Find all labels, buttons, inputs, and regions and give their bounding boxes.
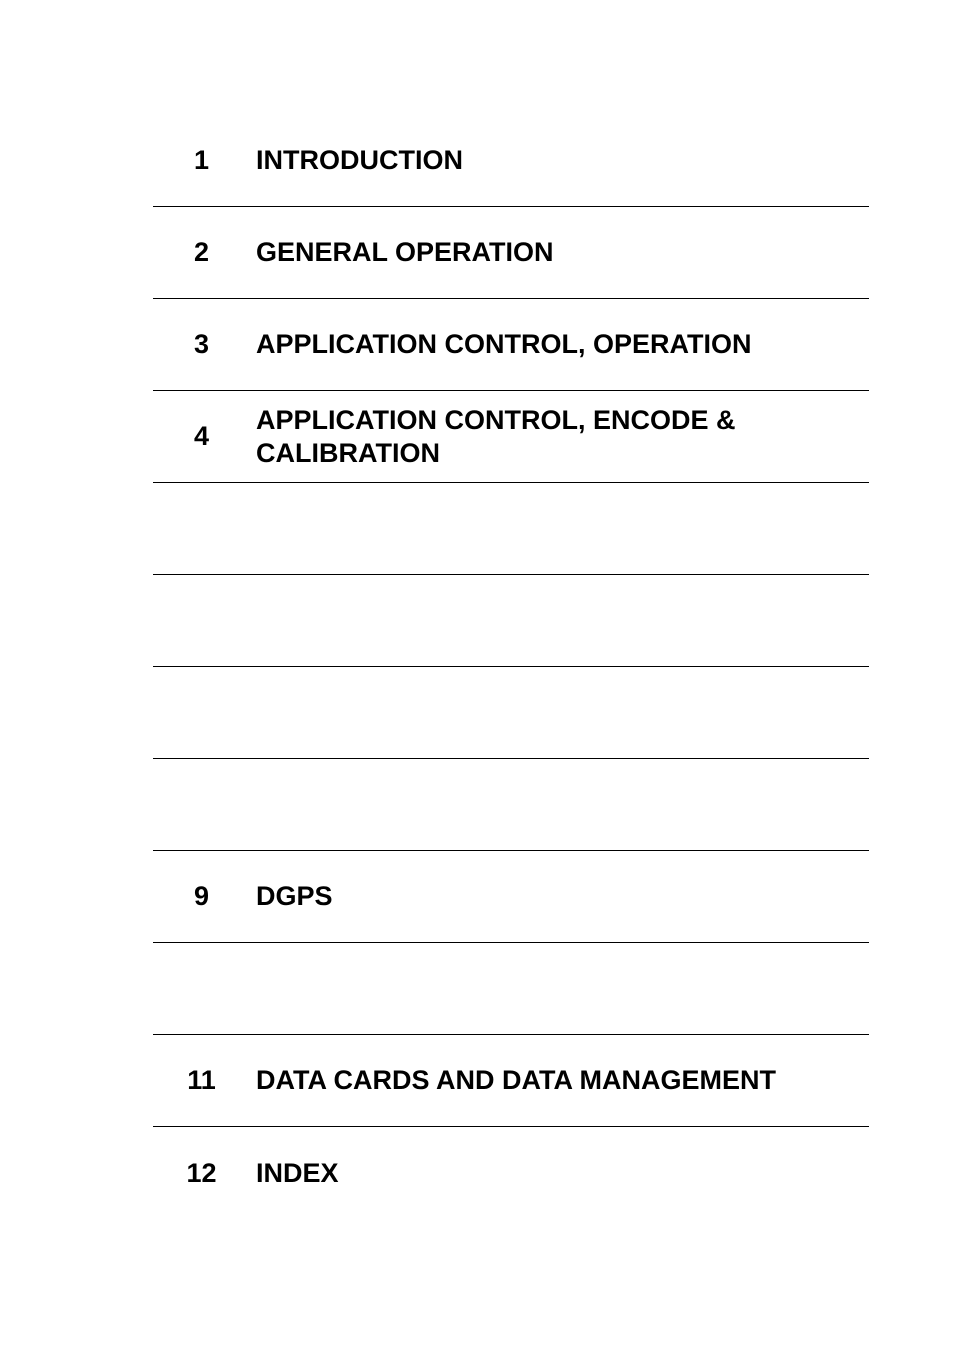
section-number: 4 (193, 421, 210, 451)
section-number: 11 (187, 1065, 216, 1095)
toc-row-10 (153, 943, 869, 1035)
toc-row-8 (153, 759, 869, 851)
section-number: 2 (193, 237, 210, 267)
section-title: DATA CARDS AND DATA MANAGEMENT (256, 1065, 776, 1095)
section-title: DGPS (256, 881, 333, 911)
section-title: INTRODUCTION (256, 145, 463, 175)
section-number: 1 (193, 145, 210, 175)
toc-row-11[interactable] (153, 1035, 869, 1127)
toc-row-12[interactable] (153, 1127, 869, 1219)
section-title: GENERAL OPERATION (256, 237, 554, 267)
toc-row-7 (153, 667, 869, 759)
toc-row-3[interactable] (153, 299, 869, 391)
toc-row-9[interactable] (153, 851, 869, 943)
section-number: 12 (186, 1157, 217, 1188)
toc-row-5 (153, 483, 869, 575)
section-number: 3 (193, 329, 210, 359)
table-of-contents (153, 115, 869, 1219)
toc-row-6 (153, 575, 869, 667)
toc-row-4[interactable] (153, 391, 869, 483)
section-number: 9 (193, 881, 210, 911)
toc-row-1[interactable] (153, 115, 869, 207)
section-title: APPLICATION CONTROL, ENCODE & CALIBRATION (256, 404, 736, 468)
section-title: INDEX (256, 1157, 339, 1188)
toc-row-2[interactable] (153, 207, 869, 299)
section-title: APPLICATION CONTROL, OPERATION (256, 329, 752, 359)
